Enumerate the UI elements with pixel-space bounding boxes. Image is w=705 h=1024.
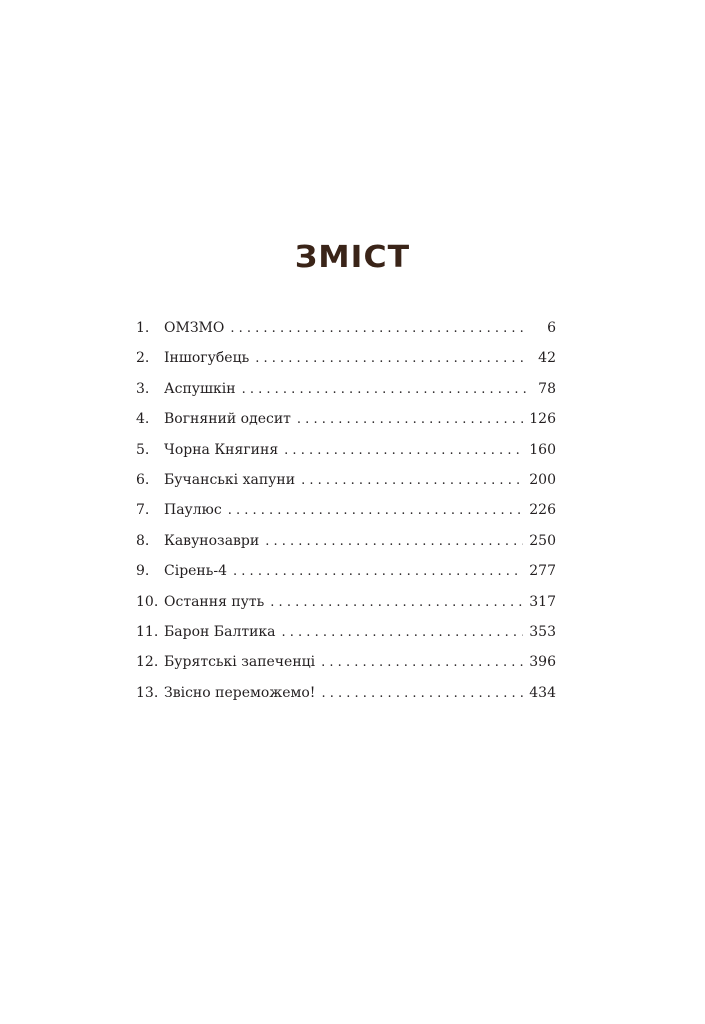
toc-entry-title: Вогняний одесит bbox=[164, 411, 291, 428]
dot-leader bbox=[284, 439, 523, 463]
toc-entry[interactable] bbox=[136, 590, 556, 620]
toc-entry-title: Бурятські запеченці bbox=[164, 654, 316, 671]
toc-entry-number: 3. bbox=[136, 380, 150, 397]
dot-leader bbox=[282, 621, 524, 645]
toc-entry-number: 9. bbox=[136, 563, 150, 580]
toc-entry[interactable] bbox=[136, 316, 556, 346]
toc-entry[interactable] bbox=[136, 407, 556, 437]
toc-entry-title: Сірень-4 bbox=[164, 563, 228, 580]
toc-entry-title: Бучанські хапуни bbox=[164, 471, 296, 488]
dot-leader bbox=[228, 499, 524, 523]
table-of-contents bbox=[136, 316, 556, 711]
dot-leader bbox=[233, 560, 523, 584]
toc-entry-page-number: 250 bbox=[529, 532, 556, 549]
toc-entry[interactable] bbox=[136, 438, 556, 468]
dot-leader bbox=[321, 651, 523, 675]
toc-entry-title: Остання путь bbox=[164, 593, 265, 610]
toc-entry-number: 11. bbox=[136, 623, 159, 640]
toc-entry[interactable] bbox=[136, 468, 556, 498]
dot-leader bbox=[270, 591, 523, 615]
dot-leader bbox=[321, 682, 523, 706]
toc-entry-title: ОМЗМО bbox=[164, 320, 225, 336]
toc-entry-number: 7. bbox=[136, 502, 150, 519]
toc-entry-number: 5. bbox=[136, 441, 150, 458]
toc-entry[interactable] bbox=[136, 498, 556, 528]
toc-entry-number: 1. bbox=[136, 320, 150, 336]
toc-entry-number: 13. bbox=[136, 684, 159, 701]
toc-entry-number: 8. bbox=[136, 532, 150, 549]
toc-entry-page-number: 126 bbox=[529, 411, 556, 428]
toc-entry-page-number: 160 bbox=[529, 441, 556, 458]
toc-entry-page-number: 200 bbox=[529, 471, 556, 488]
toc-entry-title: Паулюс bbox=[164, 502, 222, 519]
toc-entry-number: 4. bbox=[136, 411, 150, 428]
toc-entry[interactable] bbox=[136, 620, 556, 650]
toc-entry-title: Барон Балтика bbox=[164, 623, 276, 640]
toc-entry[interactable] bbox=[136, 529, 556, 559]
dot-leader bbox=[265, 530, 523, 554]
toc-entry-title: Кавунозаври bbox=[164, 532, 260, 549]
toc-entry-number: 10. bbox=[136, 593, 159, 610]
toc-entry-page-number: 226 bbox=[529, 502, 556, 519]
toc-entry-number: 6. bbox=[136, 471, 150, 488]
toc-entry-page-number: 317 bbox=[529, 593, 556, 610]
toc-entry-page-number: 6 bbox=[547, 320, 556, 336]
dot-leader bbox=[242, 378, 528, 402]
toc-entry-title: Іншогубець bbox=[164, 350, 250, 367]
toc-entry[interactable] bbox=[136, 559, 556, 589]
page-title: ЗМІСТ bbox=[294, 240, 411, 275]
dot-leader bbox=[301, 469, 523, 493]
toc-entry[interactable] bbox=[136, 346, 556, 376]
dot-leader bbox=[297, 408, 523, 432]
toc-entry[interactable] bbox=[136, 681, 556, 711]
toc-entry-page-number: 434 bbox=[529, 684, 556, 701]
toc-entry-title: Звісно переможемо! bbox=[164, 684, 316, 701]
toc-entry-page-number: 353 bbox=[529, 623, 556, 640]
toc-entry-number: 2. bbox=[136, 350, 150, 367]
toc-entry-page-number: 42 bbox=[538, 350, 556, 367]
dot-leader bbox=[255, 347, 528, 371]
toc-entry[interactable] bbox=[136, 650, 556, 680]
toc-entry-page-number: 78 bbox=[538, 380, 556, 397]
toc-entry-number: 12. bbox=[136, 654, 159, 671]
toc-entry[interactable] bbox=[136, 377, 556, 407]
toc-entry-title: Чорна Княгиня bbox=[164, 441, 279, 458]
toc-entry-page-number: 277 bbox=[529, 563, 556, 580]
dot-leader bbox=[230, 317, 528, 341]
toc-entry-page-number: 396 bbox=[529, 654, 556, 671]
toc-entry-title: Аспушкін bbox=[164, 380, 236, 397]
